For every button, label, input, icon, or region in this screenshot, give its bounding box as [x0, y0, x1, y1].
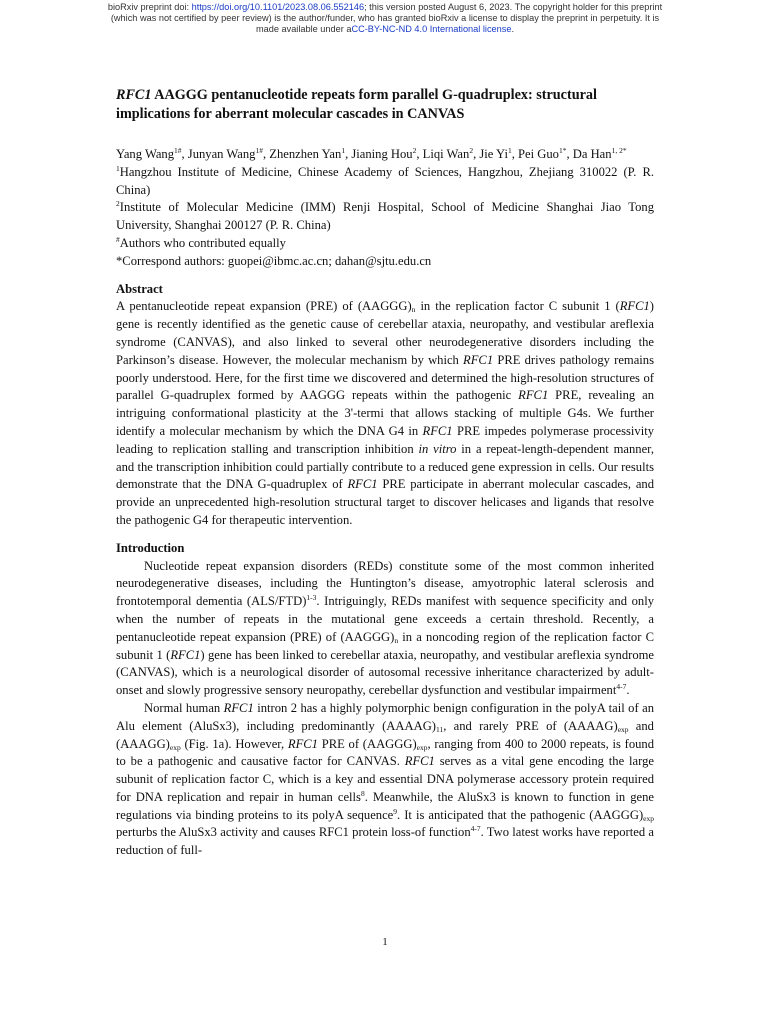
- page-number: 1: [382, 936, 388, 948]
- abstract-heading: Abstract: [116, 281, 163, 296]
- affiliation-1: $^1$Hangzhou Institute of Medicine, Chinese Academy of Sciences, Hangzhou, Zhejiang 310022 (P. R. China): [116, 163, 654, 197]
- banner-line-1: bioRxiv preprint doi: https://doi.org/10.1101/2023.08.06.552146; this version posted August 6, 2023. The copyright holder for this preprint: [107, 2, 663, 12]
- banner-line-3: made available under aCC-BY-NC-ND 4.0 International license.: [255, 24, 515, 34]
- banner-line-2: (which was not certified by peer review) is the author/funder, who has granted bioRxiv a license to display the preprint in perpetuity. It is: [110, 13, 660, 23]
- author-list: Yang Wang$^{1\#}$, Junyan Wang$^{1\#}$, Zhenzhen Yan$^1$, Jianing Hou$^2$, Liqi Wan$^2$, Jie Yi$^1$, Pei Guo$^{1*}$, Da Han$^{1, 2*}$: [116, 146, 627, 161]
- doi-link[interactable]: https://doi.org/10.1101/2023.08.06.552146: [191, 2, 365, 12]
- paper-page: [116, 86, 654, 860]
- paper-title: RFC1 AAGGG pentanucleotide repeats form parallel G-quadruplex: structural implications for aberrant molecular cascades in CANVAS: [116, 87, 597, 122]
- introduction-paragraph-1: Nucleotide repeat expansion disorders (REDs) constitute some of the most common inherited neurodegenerative diseases, including the Huntington’s disease, amyotrophic lateral sclerosis and frontotemporal dementia $(ALS/FTD)^{1-3}$. Intriguingly, REDs manifest with sequence specificity and only when the number of repeats in the mutational gene exceeds a certain threshold. Recently, a pentanucleotide repeat expansion (PRE) of $(AAGGG)_n$ in a noncoding region of the replication factor C subunit 1 (RFC1) gene has been linked to cerebellar ataxia, neuropathy, and vestibular areflexia syndrome (CANVAS), which is a neurological disorder of autosomal recessive inheritance characterized by adult-onset and slowly progressive sensory neuropathy, cerebellar dysfunction and vestibular impairment$^{4-7}$.: [116, 558, 654, 698]
- preprint-banner: [60, 2, 710, 35]
- license-link[interactable]: CC-BY-NC-ND 4.0 International license: [351, 24, 512, 34]
- abstract-body: A pentanucleotide repeat expansion (PRE) of $(AAGGG)_n$ in the replication factor C subunit 1 (RFC1) gene is recently identified as the genetic cause of cerebellar ataxia, neuropathy, and vestibular areflexia syndrome (CANVAS), and also linked to several other neurodegenerative disorders including the Parkinson’s disease. However, the molecular mechanism by which RFC1 PRE drives pathology remains poorly understood. Here, for the first time we discovered and determined the high-resolution structures of parallel G-quadruplex formed by AAGGG repeats within the pathogenic RFC1 PRE, revealing an intriguing conformational plasticity at the 3'-termi that allows stacking of multiple G4s. We further identify a molecular mechanism by which the DNA G4 in RFC1 PRE impedes polymerase processivity leading to replication stalling and transcription inhibition in vitro in a repeat-length-dependent manner, and the transcription inhibition could partially contribute to a reduced gene expression in cells. Our results demonstrate that the DNA G-quadruplex of RFC1 PRE participate in aberrant molecular cascades, and provide an unprecedented high-resolution structural target to discover helicases and ligands that resolve the pathogenic G4 for therapeutic intervention.: [116, 299, 655, 527]
- equal-contribution-note: #Authors who contributed equally: [116, 234, 286, 250]
- affiliation-2: $^2$Institute of Molecular Medicine (IMM) Renji Hospital, School of Medicine Shanghai Jiao Tong University, Shanghai 200127 (P. R. China): [116, 199, 654, 233]
- introduction-paragraph-2: Normal human RFC1 intron 2 has a highly polymorphic benign configuration in the polyA tail of an Alu element (AluSx3), including predominantly $(AAAAG)_{11}$, and rarely PRE of $(AAAAG)_{exp}$ and $(AAAGG)_{exp}$ (Fig. 1a). However, RFC1 PRE of $(AAGGG)_{exp}$, ranging from 400 to 2000 repeats, is found to be a pathogenic and causative factor for CANVAS. RFC1 serves as a vital gene encoding the large subunit of replication factor C, which is a key and essential DNA polymerase accessory protein required for DNA replication and repair in human cells$^8$. Meanwhile, the AluSx3 is known to function in gene regulations via binding proteins to its polyA sequence$^9$. It is anticipated that the pathogenic $(AAGGG)_{exp}$ perturbs the AluSx3 activity and causes RFC1 protein loss-of function$^{4-7}$. Two latest works have reported a reduction of full-: [116, 700, 655, 858]
- introduction-heading: Introduction: [116, 540, 185, 555]
- corresponding-authors: *Correspond authors: guopei@ibmc.ac.cn; dahan@sjtu.edu.cn: [116, 253, 432, 268]
